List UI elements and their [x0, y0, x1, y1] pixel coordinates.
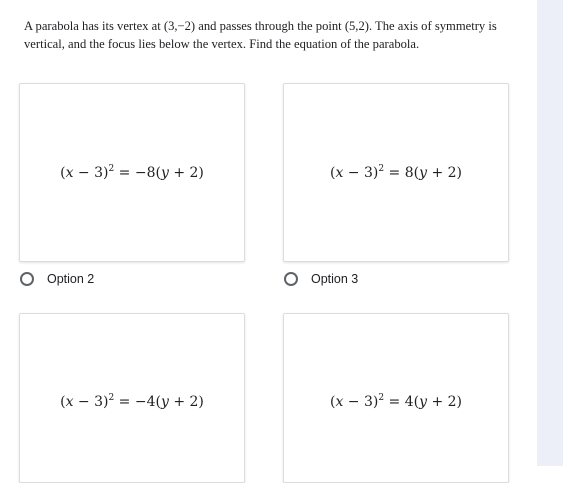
equation: $(x - 3)^2 = -8(y + 2)$	[60, 163, 204, 181]
option-label: Option 3	[311, 272, 359, 286]
radio-button[interactable]	[284, 272, 298, 286]
option-radio-3[interactable]	[284, 272, 358, 286]
option-radio-2[interactable]	[20, 272, 94, 286]
question-text: A parabola has its vertex at (3,−2) and passes through the point (5,2). The axis of symmetry is vertical, and the focus lies below the vertex. Find the equation of the parabola.	[24, 19, 497, 51]
option-image-card[interactable]	[19, 313, 245, 483]
option-image-card[interactable]	[283, 83, 509, 262]
equation: $(x - 3)^2 = -4(y + 2)$	[60, 393, 204, 410]
option-image-card[interactable]	[19, 83, 245, 262]
option-image-card[interactable]	[283, 313, 509, 483]
side-panel	[537, 0, 563, 466]
option-label: Option 2	[47, 272, 95, 286]
equation: $(x - 3)^2 = 4(y + 2)$	[329, 393, 463, 410]
radio-button[interactable]	[20, 272, 34, 286]
equation: $(x - 3)^2 = 8(y + 2)$	[329, 163, 463, 181]
